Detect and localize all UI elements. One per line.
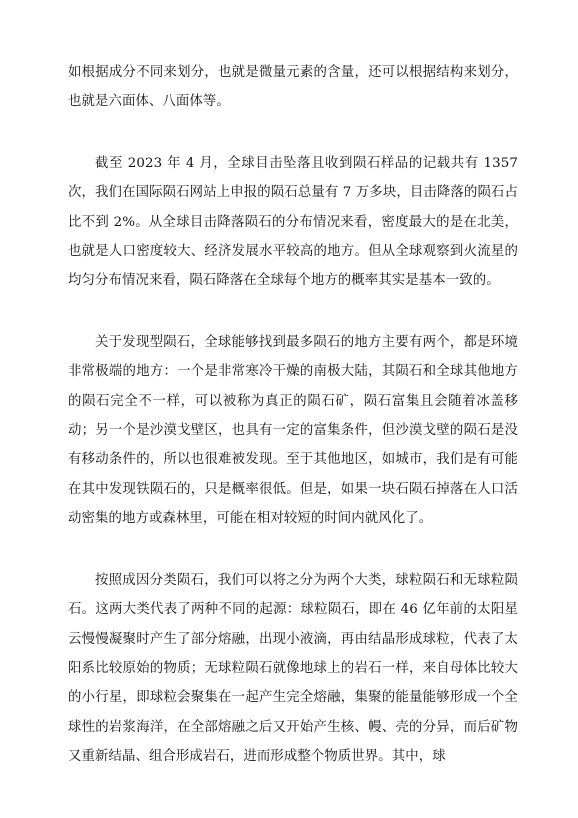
paragraph-classification-continued: 如根据成分不同来划分，也就是微量元素的含量，还可以根据结构来划分，也就是六面体、八面体等。: [68, 65, 518, 110]
paragraph-found-meteorites: 关于发现型陨石，全球能够找到最多陨石的地方主要有两个，都是环境非常极端的地方：一个是非常寒冷干燥的南极大陆，其陨石和全球其他地方的陨石完全不一样，可以被称为真正的陨石矿，陨石富集且会随着冰盖移动；另一个是沙漠戈壁区，也具有一定的富集条件，但沙漠戈壁的陨石是没有移动条件的，所以也很难被发现。至于其他地区，如城市，我们是有可能在其中发现铁陨石的，只是概率很低。但是，如果一块石陨石掉落在人口活动密集的地方或森林里，可能在相对较短的时间内就风化了。: [68, 334, 518, 527]
paragraph-origin-classification: 按照成因分类陨石，我们可以将之分为两个大类，球粒陨石和无球粒陨石。这两大类代表了两种不同的起源：球粒陨石，即在 46 亿年前的太阳星云慢慢凝聚时产生了部分熔融，出现小液滴，再由结晶形成球粒，代表了太阳系比较原始的物质；无球粒陨石就像地球上的岩石一样，来自母体比较大的小行星，即球粒会聚集在一起产生完全熔融，集聚的能量能够形成一个全球性的岩浆海洋，在全部熔融之后又开始产生核、幔、壳的分异，而后矿物又重新结晶、组合形成岩石，进而形成整个物质世界。其中，球: [68, 572, 518, 765]
paragraph-fall-statistics: 截至 2023 年 4 月，全球目击坠落且收到陨石样品的记载共有 1357 次，我们在国际陨石网站上申报的陨石总量有 7 万多块，目击降落的陨石占比不到 2%。从全球目击降落陨石的分布情况来看，密度最大的是在北美，也就是人口密度较大、经济发展水平较高的地方。但从全球观察到火流星的均匀分布情况来看，陨石降落在全球每个地方的概率其实是基本一致的。: [68, 155, 518, 289]
